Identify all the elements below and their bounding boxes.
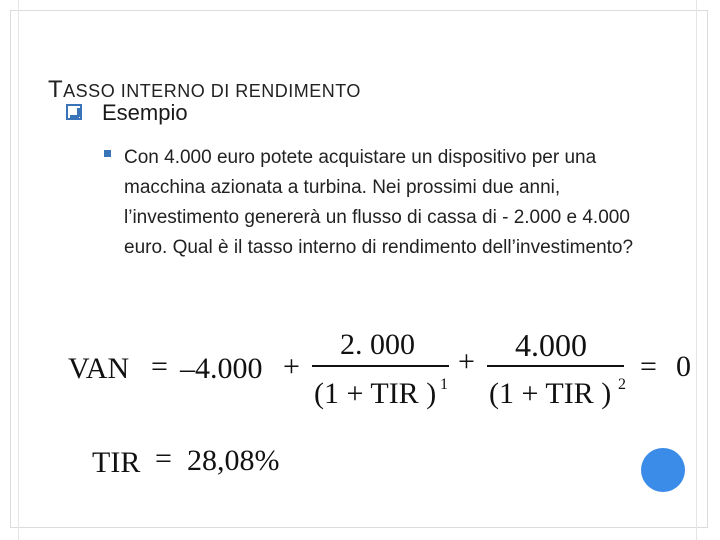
van-initial-investment: –4.000	[180, 352, 263, 385]
heading-text: Esempio	[102, 100, 188, 125]
fraction-2-numerator: 4.000	[515, 327, 587, 363]
bullet-text: Con 4.000 euro potete acquistare un dispositivo per una macchina azionata a turbina. Nei prossimi due anni, l’investimento genererà un flusso di cassa di - 2.000 e 4.000 euro. Qual è il tasso interno di rendimento dell’investimento?	[124, 147, 634, 258]
van-result-zero: 0	[676, 350, 691, 383]
tir-label: TIR	[92, 446, 141, 479]
slide-title-rest: ASSO INTERNO DI RENDIMENTO	[63, 81, 361, 101]
van-equals: =	[151, 350, 168, 383]
van-plus-2: +	[458, 345, 475, 378]
tir-value: 28,08%	[187, 444, 280, 477]
van-label: VAN	[68, 352, 130, 385]
fraction-1-numerator: 2. 000	[340, 328, 415, 361]
decorative-circle	[641, 448, 685, 492]
van-plus-1: +	[283, 350, 300, 383]
fraction-2-denominator: (1 + TIR )	[489, 377, 612, 410]
tir-equals: =	[155, 442, 172, 475]
fraction-2-exponent: 2	[618, 376, 626, 393]
slide-title-first-letter: T	[48, 76, 64, 103]
fraction-1-exponent: 1	[440, 376, 448, 393]
fraction-1-denominator: (1 + TIR )	[314, 377, 437, 410]
van-equals-2: =	[640, 350, 657, 383]
